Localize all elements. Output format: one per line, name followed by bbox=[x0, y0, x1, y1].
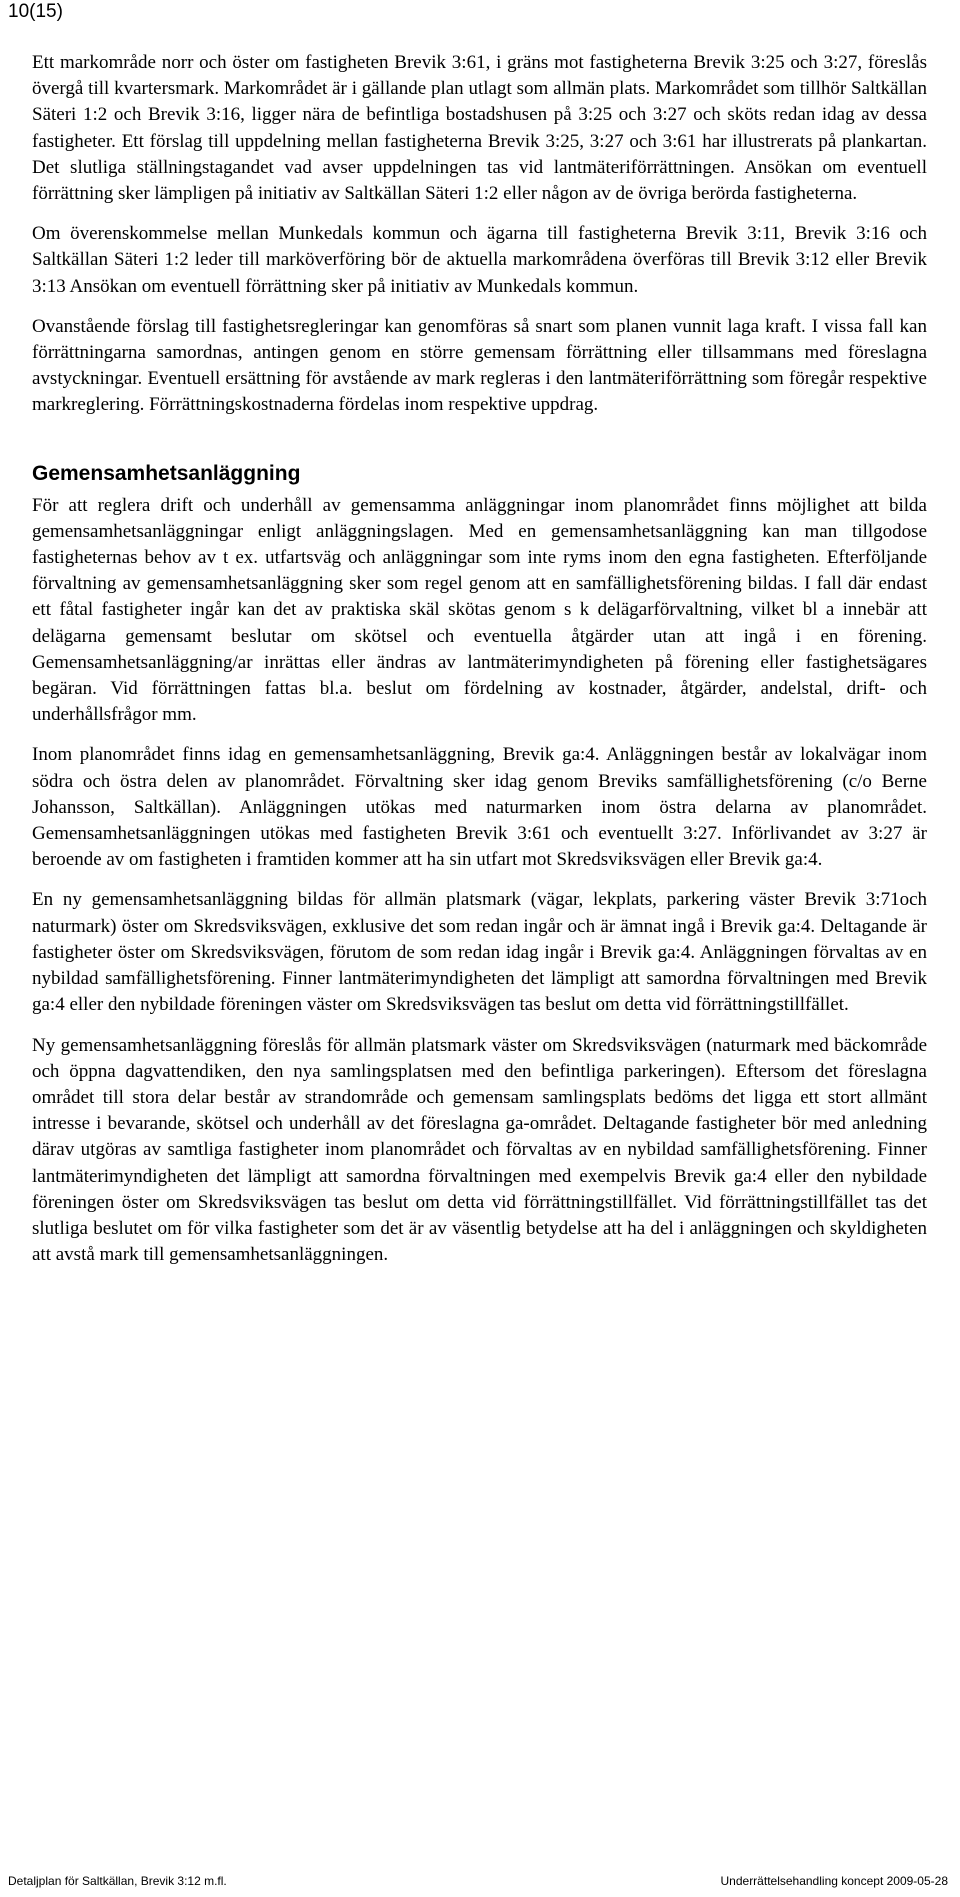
paragraph-gemensamhetsanlaggningar: För att reglera drift och underhåll av gemensamma anläggningar inom planområdet finns möjlighet att bilda gemensamhetsanläggningar enligt anläggningslagen. Med en gemensamhetsanläggning kan man tillgodose fastigheternas behov av t ex. utfartsväg och anläggningar som inte ryms inom den egna fastigheten. Efterföljande förvaltning av gemensamhetsanläggning sker som regel genom att en samfällighetsförening bildas. I fall där endast ett fåtal fastigheter ingår kan det av praktiska skäl skötas genom s k delägarförvaltning, vilket bl a innebär att delägarna gemensamt beslutar om skötsel och eventuella åtgärder utan att ingå i en förening. Gemensamhetsanläggning/ar inrättas eller ändras av lantmäterimyndigheten på förening eller fastighetsägares begäran. Vid förrättningen fattas bl.a. beslut om fördelning av kostnader, åtgärder, andelstal, drift- och underhållsfrågor mm. bbox=[32, 494, 927, 726]
footer-left: Detaljplan för Saltkällan, Brevik 3:12 m.fl. bbox=[8, 1874, 227, 1888]
paragraph-brevik-ga4: Inom planområdet finns idag en gemensamhetsanläggning, Brevik ga:4. Anläggningen består av lokalvägar inom södra och östra delen av planområdet. Förvaltning sker idag genom Breviks samfällighetsförening (c/o Berne Johansson, Saltkällan). Anläggningen utökas med naturmarken inom östra delarna av planområdet. Gemensamhetsanläggningen utökas med fastigheten Brevik 3:61 och eventuellt 3:27. Införlivandet av 3:27 är beroende av om fastigheten i framtiden kommer att ha sin utfart mot Skredsviksvägen eller Brevik ga:4. bbox=[32, 744, 927, 871]
paragraph-fastighetsregleringar: Ovanstående förslag till fastighetsregleringar kan genomföras så snart som planen vunnit laga kraft. I vissa fall kan förrättningarna samordnas, antingen genom en större gemensam förrättning eller tillsammans med föreslagna avstyckningar. Eventuell ersättning för avstående av mark regleras i den lantmäteriförrättning som föregår respektive markreglering. Förrättningskostnaderna fördelas inom respektive uppdrag. bbox=[32, 315, 927, 416]
footer-right: Underrättelsehandling koncept 2009-05-28 bbox=[720, 1874, 948, 1888]
paragraph-overenskommelse: Om överenskommelse mellan Munkedals kommun och ägarna till fastigheterna Brevik 3:11, Brevik 3:16 och Saltkällan Säteri 1:2 leder till marköverföring bör de aktuella markområdena överföras till Brevik 3:12 eller Brevik 3:13 Ansökan om eventuell förrättning sker på initiativ av Munkedals kommun. bbox=[32, 223, 927, 297]
document-body bbox=[32, 50, 927, 1282]
paragraph-ny-anlaggning-vaster: Ny gemensamhetsanläggning föreslås för allmän platsmark väster om Skredsviksvägen (naturmark med bäckområde och öppna dagvattendiken, den nya samlingsplatsen med den befintliga parkeringen). Eftersom det föreslagna området till stora delar består av strandområde och gemensam samlingsplats bedöms det ligga ett stort allmänt intresse i bevarande, skötsel och underhåll av det föreslagna ga-området. Deltagande fastigheter bör med anledning därav utgöras av samtliga fastigheter inom planområdet och förvaltas av en nybildad samfällighetsförening. Finner lantmäterimyndigheten det lämpligt att samordna förvaltningen med exempelvis Brevik ga:4 eller den nybildade föreningen öster om Skredsviksvägen tas beslut om detta vid förrättningstillfället. Vid förrättningstillfället tas det slutliga beslutet om för vilka fastigheter som det är av väsentlig betydelse att ha del i anläggningen och skyldigheten att avstå mark till gemensamhetsanläggningen. bbox=[32, 1034, 927, 1266]
section-heading: Gemensamhetsanläggning bbox=[32, 461, 301, 485]
page-number: 10(15) bbox=[8, 1, 63, 22]
paragraph-ny-anlaggning-oster: En ny gemensamhetsanläggning bildas för allmän platsmark (vägar, lekplats, parkering väster Brevik 3:71och naturmark) öster om Skredsviksvägen, exklusive det som redan ingår och är ämnat ingå i Brevik ga:4. Deltagande är fastigheter öster om Skredsviksvägen, förutom de som redan idag ingår i Brevik ga:4. Anläggningen förvaltas av en nybildad samfällighetsförening. Finner lantmäterimyndigheten det lämpligt att samordna förvaltningen med Brevik ga:4 eller den nybildade föreningen väster om Skredsviksvägen tas beslut om detta vid förrättningstillfället. bbox=[32, 889, 927, 1016]
paragraph-markomrade: Ett markområde norr och öster om fastigheten Brevik 3:61, i gräns mot fastigheterna Brevik 3:25 och 3:27, föreslås övergå till kvartersmark. Markområdet är i gällande plan utlagt som allmän plats. Markområdet som tillhör Saltkällan Säteri 1:2 och Brevik 3:16, ligger nära de befintliga bostadshusen på 3:25 och 3:27 och sköts redan idag av dessa fastigheter. Ett förslag till uppdelning mellan fastigheterna Brevik 3:25, 3:27 och 3:61 har illustrerats på plankartan. Det slutliga ställningstagandet vad avser uppdelningen tas vid lantmäteriförrättningen. Ansökan om eventuell förrättning sker lämpligen på initiativ av Saltkällan Säteri 1:2 eller någon av de övriga berörda fastigheterna. bbox=[32, 52, 927, 205]
